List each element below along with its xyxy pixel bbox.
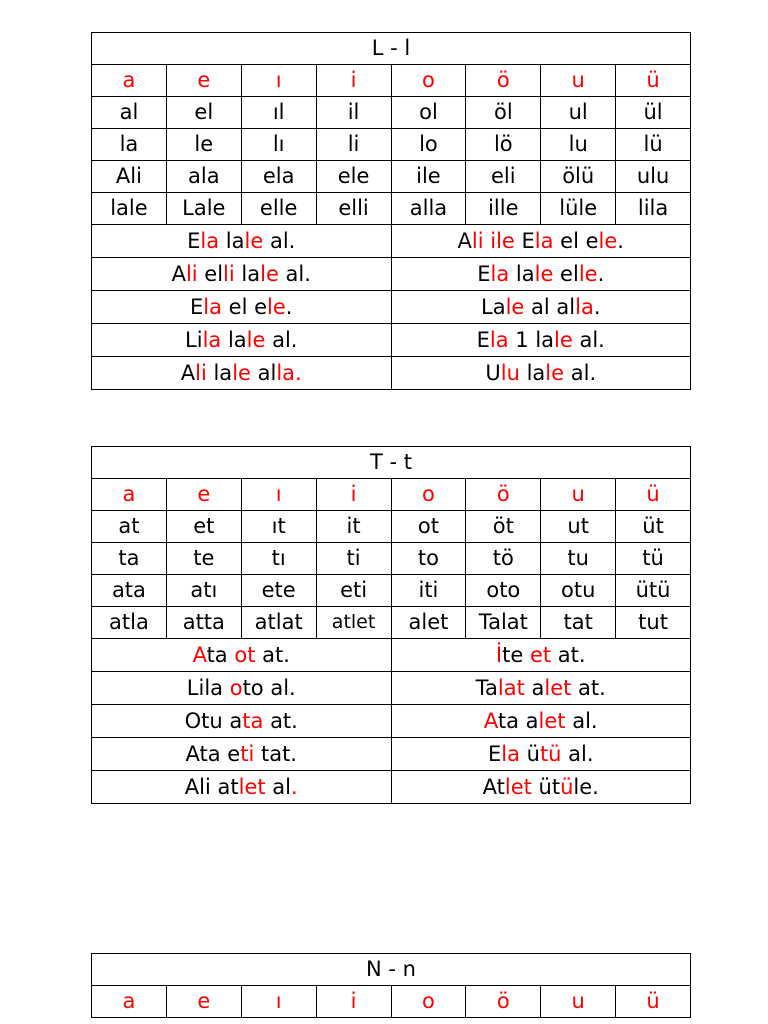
highlighted-segment: la xyxy=(489,327,509,352)
text-segment: tat. xyxy=(254,741,297,766)
highlighted-segment: le xyxy=(578,261,598,286)
syllable-cell: öt xyxy=(466,511,541,543)
syllable-cell: atla xyxy=(92,607,167,639)
text-segment: to al. xyxy=(242,675,296,700)
highlighted-segment: le xyxy=(598,228,618,253)
highlighted-segment: le xyxy=(534,261,554,286)
syllable-cell: lü xyxy=(616,129,691,161)
syllable-cell: la xyxy=(92,129,167,161)
letter-table-n xyxy=(91,953,691,1018)
text-segment: U xyxy=(485,360,501,385)
sentence-cell xyxy=(92,771,392,804)
sentence-cell xyxy=(391,357,691,390)
text-segment: el xyxy=(553,261,579,286)
sentence-row xyxy=(92,639,691,672)
text-segment: el xyxy=(197,261,224,286)
text-segment: . xyxy=(597,261,605,286)
syllable-row xyxy=(92,161,691,193)
sentence-cell xyxy=(92,738,392,771)
sentence-cell xyxy=(92,357,392,390)
vowel-cell: o xyxy=(391,65,466,97)
highlighted-segment: la xyxy=(501,741,520,766)
highlighted-segment: le xyxy=(545,360,565,385)
text-segment: La xyxy=(481,294,506,319)
syllable-cell: öl xyxy=(466,97,541,129)
highlighted-segment: le xyxy=(505,294,525,319)
text-segment: . xyxy=(593,294,601,319)
syllable-cell: Talat xyxy=(466,607,541,639)
syllable-cell: alla xyxy=(391,193,466,225)
vowel-cell: ö xyxy=(466,479,541,511)
vowel-cell: ü xyxy=(616,65,691,97)
text-segment: al. xyxy=(561,741,594,766)
highlighted-segment: let xyxy=(544,675,572,700)
text-segment: te xyxy=(502,642,530,667)
syllable-cell: lo xyxy=(391,129,466,161)
text-segment: E xyxy=(487,741,502,766)
vowel-cell: u xyxy=(541,986,616,1018)
highlighted-segment: li xyxy=(223,261,235,286)
sentence-row xyxy=(92,258,691,291)
vowel-cell: ı xyxy=(241,479,316,511)
text-segment: at. xyxy=(551,642,586,667)
text-segment: Otu a xyxy=(184,708,243,733)
highlighted-segment: li xyxy=(471,228,484,253)
syllable-cell: Ali xyxy=(92,161,167,193)
syllable-cell: ete xyxy=(241,575,316,607)
syllable-cell: eti xyxy=(316,575,391,607)
text-segment: A xyxy=(180,360,196,385)
sentence-cell xyxy=(391,705,691,738)
syllable-cell: otu xyxy=(541,575,616,607)
syllable-cell: atı xyxy=(166,575,241,607)
highlighted-segment: . xyxy=(291,774,298,799)
syllable-cell: ıt xyxy=(241,511,316,543)
sentence-cell xyxy=(92,225,392,258)
highlighted-segment: A xyxy=(192,642,207,667)
text-segment: at. xyxy=(571,675,606,700)
text-segment: el e xyxy=(222,294,268,319)
table-title: L - l xyxy=(92,33,691,65)
text-segment: al xyxy=(250,360,277,385)
text-segment: el e xyxy=(553,228,599,253)
highlighted-segment: ta xyxy=(242,708,264,733)
text-segment: al. xyxy=(565,708,598,733)
text-segment: la xyxy=(509,261,535,286)
highlighted-segment: o xyxy=(229,675,243,700)
text-segment: la xyxy=(221,327,247,352)
sentence-cell xyxy=(92,672,392,705)
syllable-cell: tö xyxy=(466,543,541,575)
highlighted-segment: le xyxy=(232,360,251,385)
syllable-row xyxy=(92,129,691,161)
sentence-cell xyxy=(391,291,691,324)
syllable-cell: ile xyxy=(391,161,466,193)
highlighted-segment: ile xyxy=(490,228,515,253)
letter-table-t xyxy=(91,446,691,804)
text-segment: E xyxy=(190,294,204,319)
highlighted-segment: la xyxy=(202,327,222,352)
vowel-cell: a xyxy=(92,479,167,511)
syllable-cell: al xyxy=(92,97,167,129)
sentence-row xyxy=(92,738,691,771)
text-segment: la xyxy=(519,360,546,385)
syllable-cell: el xyxy=(166,97,241,129)
vowel-row xyxy=(92,986,691,1018)
sentence-cell xyxy=(391,639,691,672)
text-segment: . xyxy=(285,294,293,319)
highlighted-segment: le xyxy=(260,261,279,286)
syllable-row xyxy=(92,575,691,607)
highlighted-segment: lat xyxy=(497,675,525,700)
text-segment: le. xyxy=(573,774,599,799)
text-segment: al. xyxy=(564,360,597,385)
vowel-cell: e xyxy=(166,65,241,97)
highlighted-segment: le xyxy=(554,327,573,352)
text-segment: la xyxy=(206,360,233,385)
text-segment: E xyxy=(477,261,491,286)
vowel-cell: o xyxy=(391,986,466,1018)
highlighted-segment: la xyxy=(575,294,594,319)
sentence-row xyxy=(92,357,691,390)
text-segment: at. xyxy=(255,642,290,667)
highlighted-segment: li xyxy=(195,360,207,385)
highlighted-segment: lu xyxy=(500,360,520,385)
syllable-cell: lila xyxy=(616,193,691,225)
text-segment: A xyxy=(457,228,472,253)
syllable-cell: ata xyxy=(92,575,167,607)
text-segment: la xyxy=(219,228,245,253)
table-title: T - t xyxy=(92,447,691,479)
sentence-cell xyxy=(391,324,691,357)
sentence-cell xyxy=(92,291,392,324)
sentence-row xyxy=(92,291,691,324)
table-title-row xyxy=(92,447,691,479)
syllable-cell: ala xyxy=(166,161,241,193)
sentence-cell xyxy=(391,258,691,291)
vowel-cell: o xyxy=(391,479,466,511)
text-segment: a xyxy=(524,675,545,700)
syllable-cell: atlat xyxy=(241,607,316,639)
syllable-row xyxy=(92,193,691,225)
syllable-cell: tu xyxy=(541,543,616,575)
highlighted-segment: la. xyxy=(276,360,302,385)
syllable-row xyxy=(92,543,691,575)
vowel-cell: ü xyxy=(616,986,691,1018)
text-segment: ta a xyxy=(497,708,539,733)
highlighted-segment: A xyxy=(483,708,498,733)
highlighted-segment: ti xyxy=(240,741,255,766)
syllable-cell: ulu xyxy=(616,161,691,193)
text-segment: E xyxy=(187,228,201,253)
syllable-cell: at xyxy=(92,511,167,543)
sentence-cell xyxy=(391,738,691,771)
text-segment: E xyxy=(476,327,490,352)
syllable-cell: oto xyxy=(466,575,541,607)
syllable-cell: elli xyxy=(316,193,391,225)
syllable-cell: eli xyxy=(466,161,541,193)
syllable-cell: ille xyxy=(466,193,541,225)
highlighted-segment: la xyxy=(200,228,220,253)
sentence-cell xyxy=(391,771,691,804)
vowel-cell: ö xyxy=(466,986,541,1018)
highlighted-segment: let xyxy=(238,774,266,799)
sentence-cell xyxy=(92,639,392,672)
highlighted-segment: la xyxy=(203,294,222,319)
text-segment: la xyxy=(234,261,261,286)
syllable-cell: et xyxy=(166,511,241,543)
text-segment: al. xyxy=(278,261,311,286)
syllable-cell: li xyxy=(316,129,391,161)
syllable-cell: lı xyxy=(241,129,316,161)
syllable-cell: ta xyxy=(92,543,167,575)
vowel-cell: ı xyxy=(241,986,316,1018)
syllable-cell: il xyxy=(316,97,391,129)
highlighted-segment: let xyxy=(538,708,566,733)
syllable-cell: ut xyxy=(541,511,616,543)
sentence-row xyxy=(92,324,691,357)
text-segment: al. xyxy=(263,228,296,253)
syllable-cell: te xyxy=(166,543,241,575)
syllable-row xyxy=(92,607,691,639)
highlighted-segment: İ xyxy=(495,642,503,667)
syllable-cell: ül xyxy=(616,97,691,129)
text-segment: al. xyxy=(265,327,298,352)
text-segment: al xyxy=(265,774,291,799)
sentence-cell xyxy=(391,225,691,258)
syllable-cell: tat xyxy=(541,607,616,639)
highlighted-segment: li xyxy=(185,261,198,286)
syllable-row xyxy=(92,511,691,543)
syllable-cell: tü xyxy=(616,543,691,575)
syllable-cell: ela xyxy=(241,161,316,193)
syllable-cell: üt xyxy=(616,511,691,543)
syllable-cell: tut xyxy=(616,607,691,639)
sentence-cell xyxy=(92,705,392,738)
syllable-cell: ol xyxy=(391,97,466,129)
text-segment: A xyxy=(171,261,186,286)
vowel-cell: i xyxy=(316,479,391,511)
text-segment: Ata e xyxy=(185,741,241,766)
text-segment: . xyxy=(617,228,624,253)
highlighted-segment: la xyxy=(534,228,554,253)
highlighted-segment: la xyxy=(490,261,510,286)
text-segment: at. xyxy=(263,708,298,733)
syllable-cell: to xyxy=(391,543,466,575)
syllable-cell: elle xyxy=(241,193,316,225)
highlighted-segment: tü xyxy=(539,741,562,766)
vowel-cell: u xyxy=(541,65,616,97)
highlighted-segment: ot xyxy=(234,642,256,667)
syllable-cell: ot xyxy=(391,511,466,543)
highlighted-segment: et xyxy=(529,642,552,667)
syllable-cell: lu xyxy=(541,129,616,161)
sentence-row xyxy=(92,672,691,705)
text-segment: At xyxy=(482,774,505,799)
syllable-cell: tı xyxy=(241,543,316,575)
vowel-cell: e xyxy=(166,479,241,511)
text-segment: al. xyxy=(572,327,605,352)
text-segment: Ta xyxy=(475,675,498,700)
text-segment: Ali at xyxy=(184,774,239,799)
vowel-cell: i xyxy=(316,986,391,1018)
table-title-row xyxy=(92,33,691,65)
sentence-row xyxy=(92,705,691,738)
syllable-cell: iti xyxy=(391,575,466,607)
sentence-cell xyxy=(92,324,392,357)
syllable-cell: lüle xyxy=(541,193,616,225)
vowel-cell: ö xyxy=(466,65,541,97)
syllable-cell: ele xyxy=(316,161,391,193)
syllable-cell: le xyxy=(166,129,241,161)
vowel-cell: ü xyxy=(616,479,691,511)
text-segment: üt xyxy=(531,774,561,799)
syllable-cell: ölü xyxy=(541,161,616,193)
syllable-cell: Lale xyxy=(166,193,241,225)
table-title: N - n xyxy=(92,954,691,986)
text-segment: 1 la xyxy=(508,327,555,352)
table-title-row xyxy=(92,954,691,986)
syllable-row xyxy=(92,97,691,129)
sentence-cell xyxy=(391,672,691,705)
sentence-cell xyxy=(92,258,392,291)
text-segment: al al xyxy=(524,294,576,319)
vowel-cell: a xyxy=(92,986,167,1018)
highlighted-segment: le xyxy=(244,228,264,253)
text-segment: Lila xyxy=(186,675,230,700)
vowel-cell: i xyxy=(316,65,391,97)
sentence-row xyxy=(92,771,691,804)
vowel-row xyxy=(92,65,691,97)
letter-table-l xyxy=(91,32,691,390)
vowel-cell: u xyxy=(541,479,616,511)
highlighted-segment: ü xyxy=(560,774,574,799)
highlighted-segment: let xyxy=(504,774,532,799)
syllable-cell: lale xyxy=(92,193,167,225)
syllable-cell: ütü xyxy=(616,575,691,607)
syllable-cell: alet xyxy=(391,607,466,639)
syllable-cell: lö xyxy=(466,129,541,161)
syllable-cell: ul xyxy=(541,97,616,129)
vowel-cell: ı xyxy=(241,65,316,97)
vowel-cell: a xyxy=(92,65,167,97)
highlighted-segment: le xyxy=(246,327,266,352)
syllable-cell: ti xyxy=(316,543,391,575)
text-segment: ta xyxy=(206,642,235,667)
syllable-cell: atlet xyxy=(316,607,391,639)
text-segment: ü xyxy=(519,741,540,766)
vowel-cell: e xyxy=(166,986,241,1018)
syllable-cell: atta xyxy=(166,607,241,639)
sentence-row xyxy=(92,225,691,258)
text-segment: Li xyxy=(185,327,203,352)
highlighted-segment: le xyxy=(267,294,286,319)
syllable-cell: ıl xyxy=(241,97,316,129)
syllable-cell: it xyxy=(316,511,391,543)
vowel-row xyxy=(92,479,691,511)
text-segment: E xyxy=(514,228,535,253)
